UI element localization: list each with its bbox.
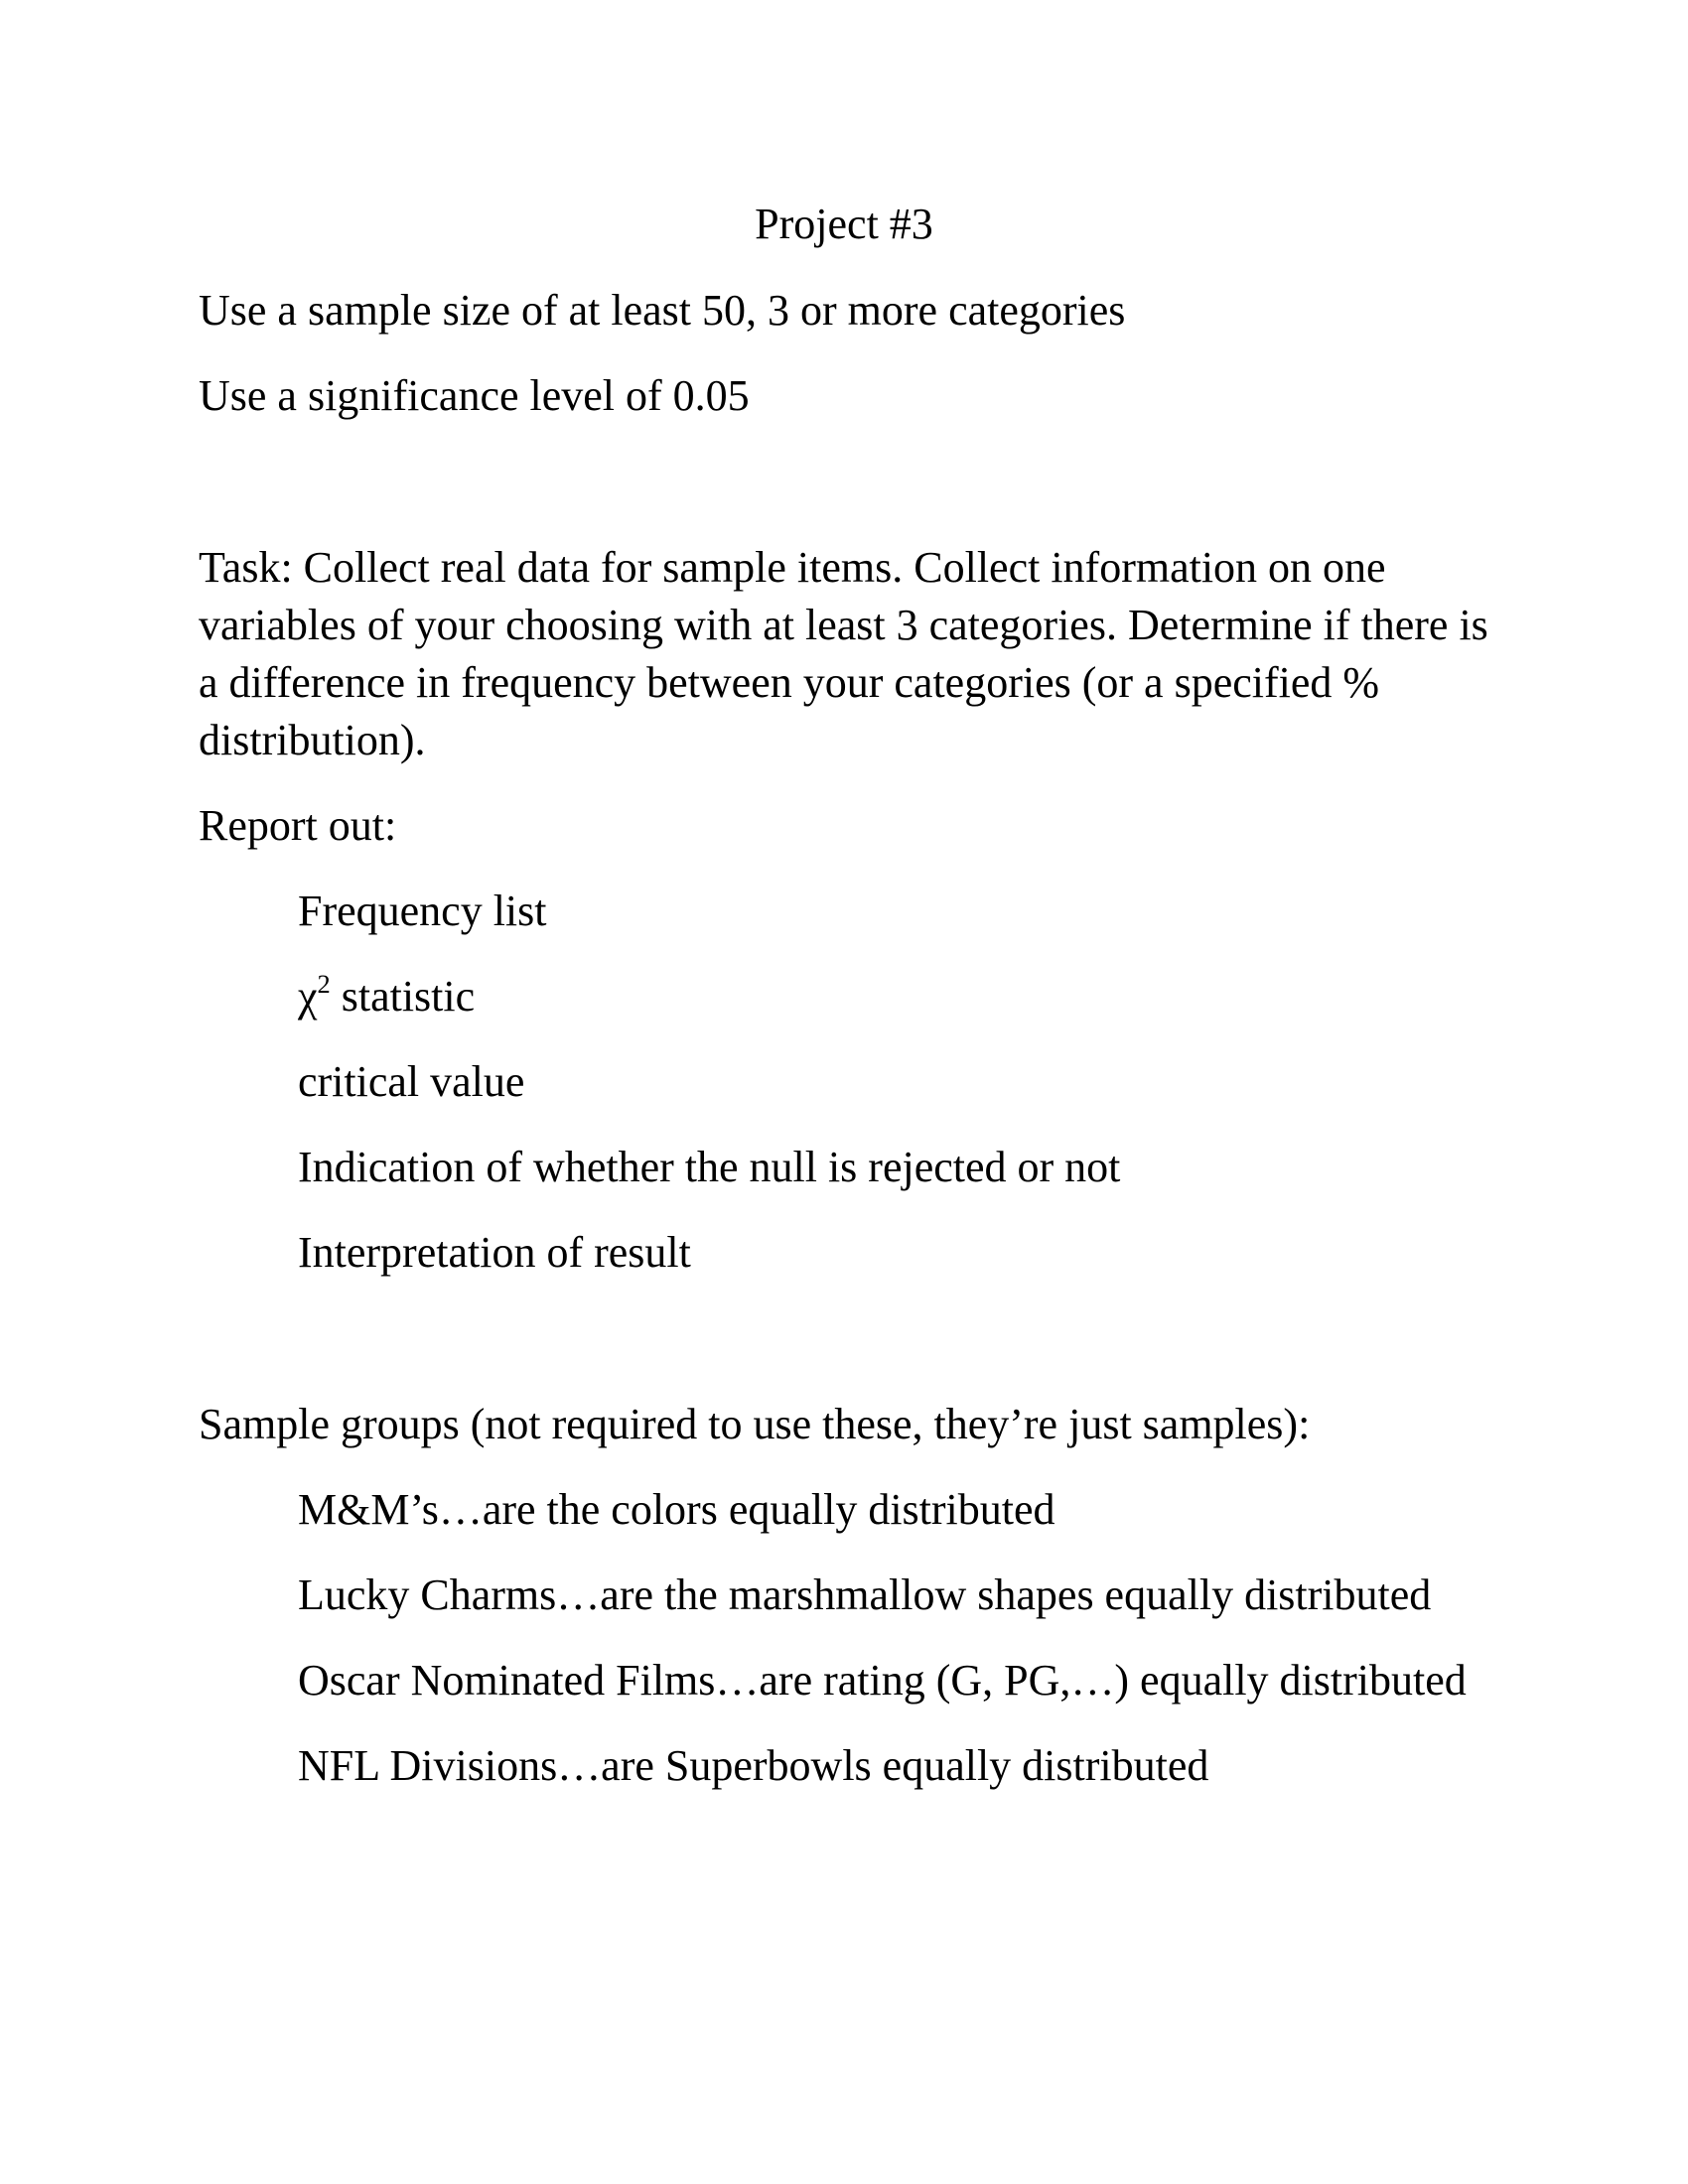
chi-statistic-label: statistic bbox=[330, 972, 476, 1021]
sample-item-mms: M&M’s…are the colors equally distributed bbox=[298, 1485, 1055, 1534]
report-item-frequency-list: Frequency list bbox=[298, 887, 547, 935]
report-item-null-indication: Indication of whether the null is rejected or not bbox=[298, 1143, 1121, 1191]
task-paragraph: Task: Collect real data for sample items. Collect information on one variables of your choosing with at least 3 categories. Determine if there is a difference in frequency between your categories (or a specified % distribution). bbox=[199, 543, 1488, 764]
chi-superscript: 2 bbox=[317, 969, 331, 1000]
samples-heading: Sample groups (not required to use these, they’re just samples): bbox=[199, 1400, 1311, 1448]
requirement-sample-size: Use a sample size of at least 50, 3 or more categories bbox=[199, 286, 1126, 335]
report-heading: Report out: bbox=[199, 801, 397, 850]
report-item-interpretation: Interpretation of result bbox=[298, 1228, 691, 1277]
sample-item-lucky-charms: Lucky Charms…are the marshmallow shapes equally distributed bbox=[298, 1570, 1432, 1619]
report-item-chi-square bbox=[298, 968, 475, 1025]
page-title: Project #3 bbox=[755, 200, 933, 248]
sample-item-nfl-divisions: NFL Divisions…are Superbowls equally distributed bbox=[298, 1741, 1209, 1790]
report-item-critical-value: critical value bbox=[298, 1057, 525, 1106]
chi-symbol: χ bbox=[298, 972, 318, 1021]
requirement-significance: Use a significance level of 0.05 bbox=[199, 371, 750, 420]
sample-item-oscar-films: Oscar Nominated Films…are rating (G, PG,…) equally distributed bbox=[298, 1656, 1467, 1705]
